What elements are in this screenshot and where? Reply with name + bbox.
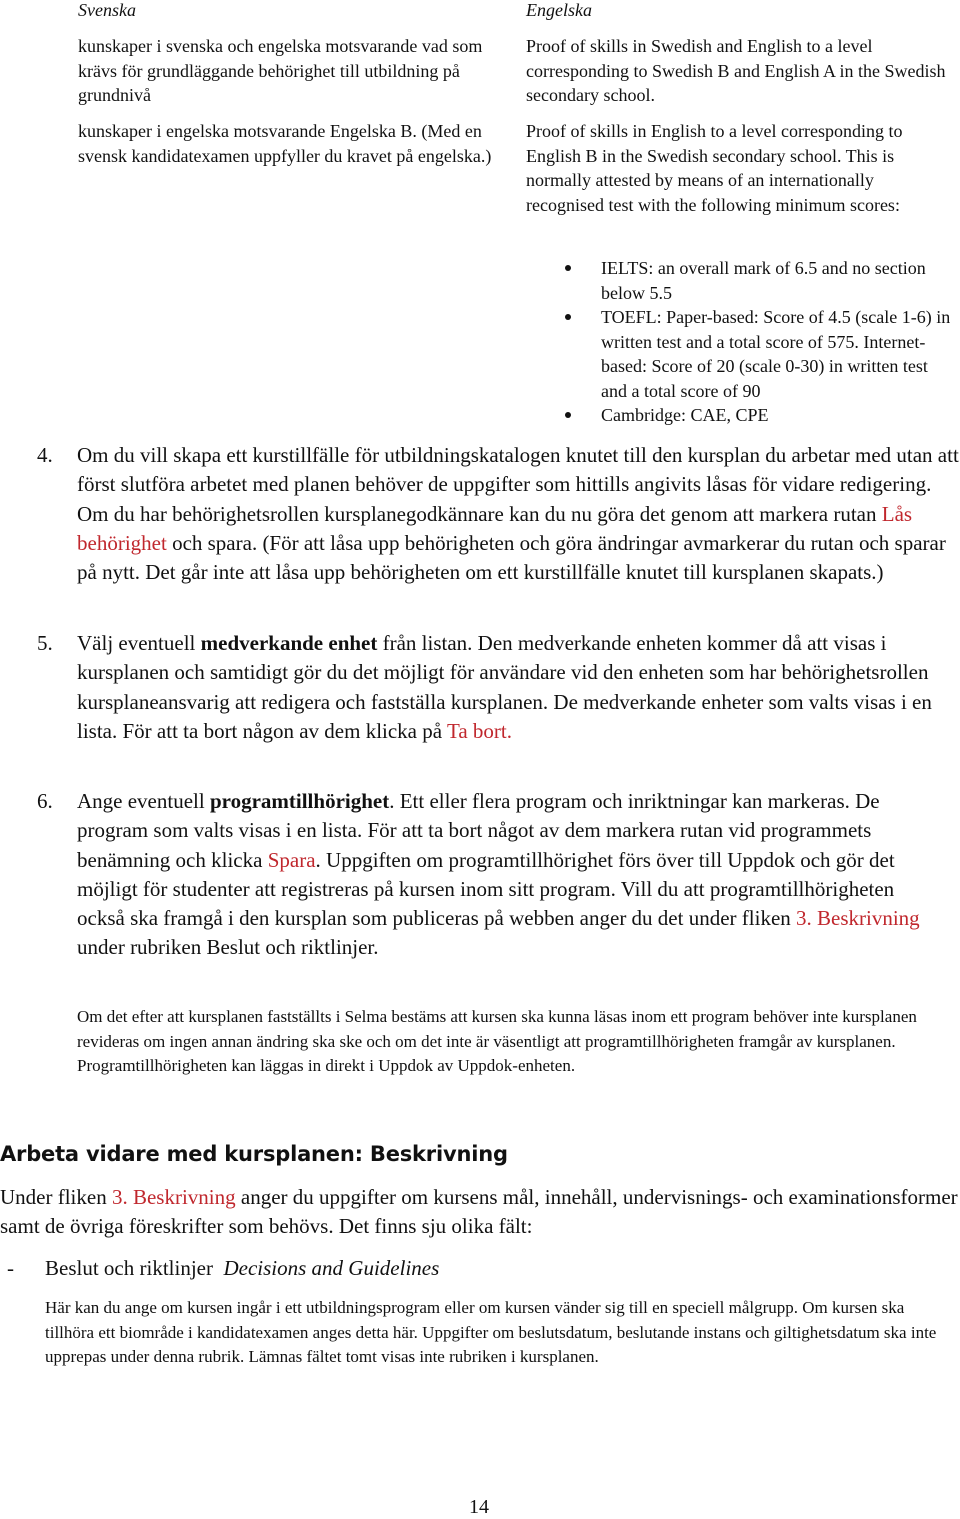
section-heading: Arbeta vidare med kursplanen: Beskrivning (0, 1142, 508, 1166)
list-item (601, 305, 958, 403)
bullet-text-cambridge: Cambridge: CAE, CPE (601, 405, 769, 425)
swedish-column-header: Svenska (78, 0, 136, 20)
bullet-text-toefl: TOEFL: Paper-based: Score of 4.5 (scale 1-6) in written test and a total score of 575. Internet-based: Score of 20 (scale 0-30) in written test and a total score of 90 (601, 307, 951, 401)
field-description: Här kan du ange om kursen ingår i ett utbildningsprogram eller om kursen vänder sig till en speciell målgrupp. Om kursen ska tillhöra ett biområde i kandidatexamen anges detta här. Uppgifter om beslutsdatum, beslutande instans och giltighetsdatum ska inte upprepas under denna rubrik. Lämnas fältet tomt visas inte rubriken i kursplanen. (45, 1298, 937, 1366)
spara-link[interactable]: Spara (267, 847, 316, 872)
intro-text-1: Under fliken (0, 1185, 112, 1209)
step-5-text-1: Välj eventuell (77, 631, 201, 655)
test-score-list (601, 256, 958, 428)
english-column-header: Engelska (526, 0, 592, 20)
step-4-text-1: Om du vill skapa ett kurstillfälle för utbildningskatalogen knutet till den kursplan du arbetar med utan att först slutföra arbetet med planen behöver de uppgifter som hittills angivits låsas för vidare redigering. Om du har behörighetsrollen kursplanegodkännare kan du nu göra det genom att markera rutan (77, 443, 959, 526)
swedish-requirement-1: kunskaper i svenska och engelska motsvarande vad som krävs för grundläggande behörighet till utbildning på grundnivå (78, 36, 483, 105)
las-behorighet-link[interactable]: Lås behörighet (77, 501, 913, 555)
bullet-icon (565, 314, 571, 320)
beskrivning-tab-link[interactable]: 3. Beskrivning (796, 906, 920, 931)
step-6-number: 6. (37, 789, 53, 813)
step-6-text-3: . Uppgiften om programtillhörighet förs över till Uppdok och gör det möjligt för studenter att registreras på kursen inom sitt program. Vill du att programtillhörigheten också ska framgå i den kursplan som publiceras på webben anger du det under fliken (77, 847, 895, 931)
bullet-icon (565, 265, 571, 271)
step-4-text-2: och spara. (För att låsa upp behörigheten och göra ändringar avmarkerar du rutan och sparar på nytt. Det går inte att låsa upp behörigheten om ett kurstillfälle knutet till kursplanen skapats.) (77, 530, 946, 585)
field-label-english: Decisions and Guidelines (223, 1256, 440, 1280)
step-6-text-1: Ange eventuell (77, 789, 210, 813)
step-6 (37, 787, 960, 963)
step-5-text-2: från listan. Den medverkande enheten kommer då att visas i kursplanen och samtidigt gör du det möjligt för användare vid den enheten som har behörighetsrollen kursplaneansvarig att redigera och fastställa kursplanen. De medverkande enheter som valts visas i en lista. För att ta bort någon av dem klicka på (77, 631, 932, 743)
programtillhorighet-note: Om det efter att kursplanen fastställts i Selma bestäms att kursen ska kunna läsas inom ett program behöver inte kursplanen revideras om ingen annan ändring ska ske och om det inte är väsentligt att programtillhörigheten framgår av kursplanen. Programtillhörigheten kan läggas in direkt i Uppdok av Uppdok-enheten. (77, 1007, 917, 1075)
bullet-icon (565, 412, 571, 418)
field-dash: - (7, 1256, 14, 1280)
intro-text-2: anger du uppgifter om kursens mål, innehåll, undervisnings- och examinationsformer samt de övriga föreskrifter som behövs. Det finns sju olika fält: (0, 1185, 958, 1239)
step-5-text-3: . (506, 718, 512, 743)
field-title (45, 1254, 925, 1283)
beskrivning-link[interactable]: 3. Beskrivning (111, 1185, 236, 1209)
list-item (601, 256, 958, 305)
english-requirement-2: Proof of skills in English to a level corresponding to English B in the Swedish secondary school. This is normally attested by means of an internationally recognised test with the following minimum scores: (526, 121, 903, 215)
field-label: Beslut och riktlinjer (45, 1256, 213, 1280)
list-item (601, 403, 958, 428)
step-4 (37, 441, 960, 587)
english-requirement-1: Proof of skills in Swedish and English to a level corresponding to Swedish B and English A in the Swedish secondary school. (526, 36, 946, 105)
section-intro (0, 1183, 960, 1242)
programtillhorighet-label: programtillhörighet (209, 789, 390, 813)
step-5 (37, 629, 960, 746)
swedish-requirement-2: kunskaper i engelska motsvarande Engelska B. (Med en svensk kandidatexamen uppfyller du kravet på engelska.) (78, 121, 492, 166)
medverkande-enhet-label: medverkande enhet (200, 631, 378, 655)
page-number: 14 (469, 1496, 489, 1518)
step-6-text-4: under rubriken Beslut och riktlinjer. (77, 935, 379, 960)
step-6-text-2: . Ett eller flera program och inriktningar kan markeras. De program som valts visas i en lista. För att ta bort något av dem markera rutan vid programmets benämning och klicka (77, 789, 880, 872)
step-4-number: 4. (37, 443, 53, 467)
bullet-text-ielts: IELTS: an overall mark of 6.5 and no section below 5.5 (601, 258, 926, 303)
ta-bort-link[interactable]: Ta bort (446, 718, 507, 743)
step-5-number: 5. (37, 631, 53, 655)
